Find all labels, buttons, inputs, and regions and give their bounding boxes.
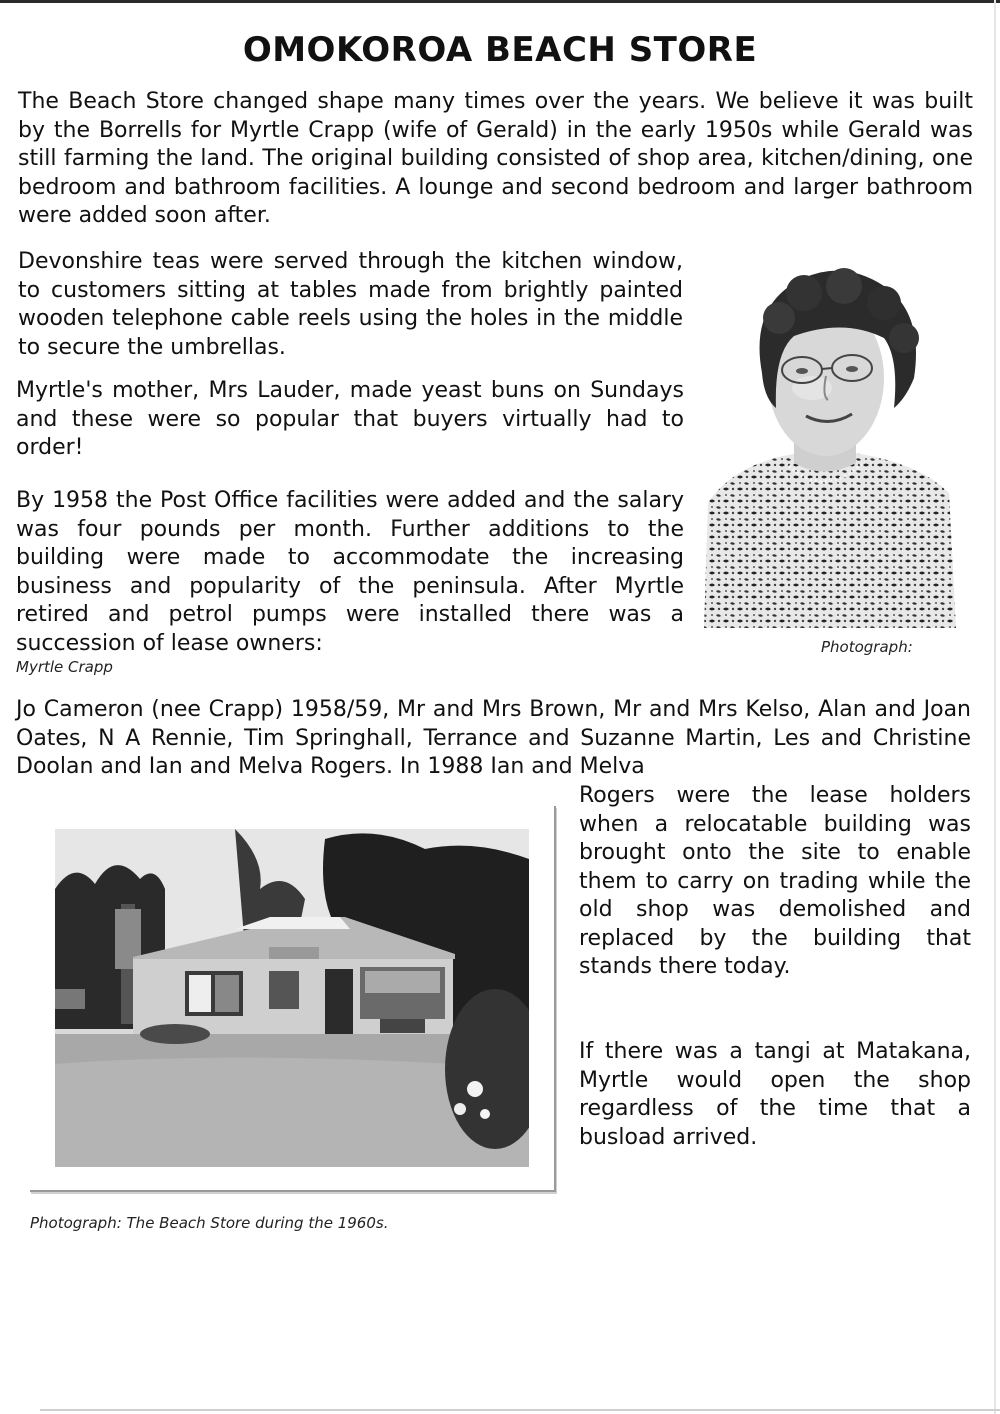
scan-border-bottom [40, 1409, 1000, 1411]
paragraph-lease-owners: Jo Cameron (nee Crapp) 1958/59, Mr and Mrs Brown, Mr and Mrs Kelso, Alan and Joan Oates, N A Rennie, Tim Springhall, Terrance and Suzanne Martin, Les and Christine Doolan and Ian and Melva Rogers. In 1988 Ian and Melva [16, 697, 971, 779]
page-title: OMOKOROA BEACH STORE [242, 30, 758, 70]
paragraph-history: The Beach Store changed shape many times over the years. We believe it was built by the Borrells for Myrtle Crapp (wife of Gerald) in the early 1950s while Gerald was still farming the land. The original building consisted of shop area, kitchen/dining, one bedroom and bathroom facilities. A lounge and second bedroom and larger bathroom were added soon after. [18, 89, 973, 228]
portrait-caption-label: Photograph: [821, 638, 913, 656]
portrait-photo [694, 258, 956, 628]
paragraph-devonshire-teas: Devonshire teas were served through the kitchen window, to customers sitting at tables made from brightly painted wooden telephone cable reels using the holes in the middle to secure the umbrellas. [18, 249, 683, 360]
store-photo [55, 829, 529, 1167]
store-photo-caption: Photograph: The Beach Store during the 1960s. [30, 1214, 389, 1232]
paragraph-tangi: If there was a tangi at Matakana, Myrtle would open the shop regardless of the time that a busload arrived. [579, 1039, 971, 1150]
scan-border-top [0, 0, 1000, 3]
portrait-caption-name: Myrtle Crapp [16, 658, 113, 676]
paragraph-yeast-buns: Myrtle's mother, Mrs Lauder, made yeast buns on Sundays and these were so popular that buyers virtually had to order! [16, 378, 684, 460]
scan-border-right [994, 0, 996, 1414]
paragraph-post-office: By 1958 the Post Office facilities were added and the salary was four pounds per month. Further additions to the building were made to accommodate the increasing business and popularity of the peninsula. After Myrtle retired and petrol pumps were installed there was a succession of lease owners: [16, 488, 684, 656]
paragraph-relocatable-building: Rogers were the lease holders when a relocatable building was brought onto the site to enable them to carry on trading while the old shop was demolished and replaced by the building that stands there today. [579, 783, 971, 979]
